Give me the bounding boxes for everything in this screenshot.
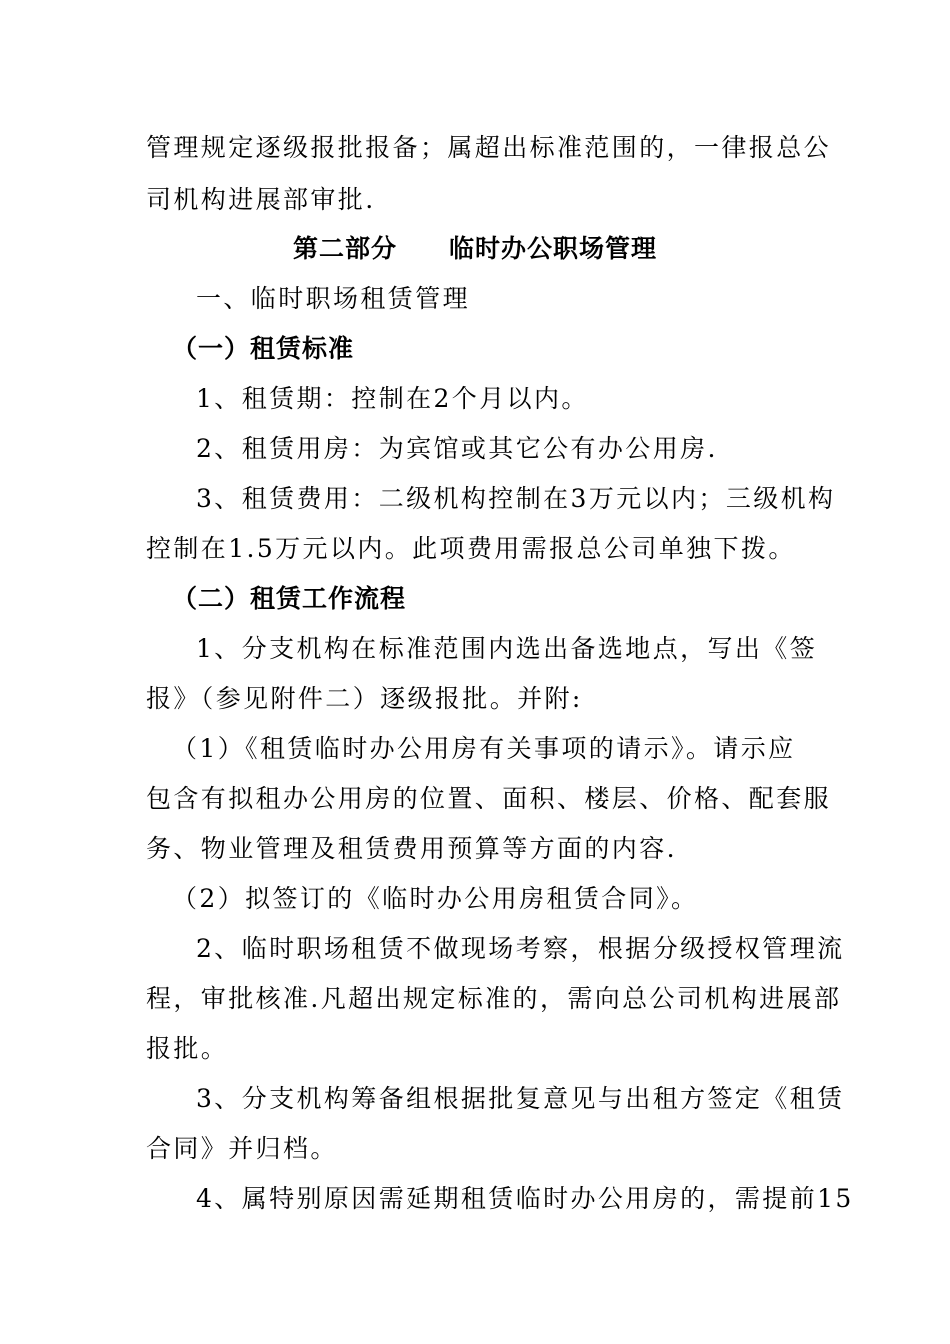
paragraph-line: （1）《租赁临时办公用房有关事项的请示》。请示应 xyxy=(172,734,796,763)
paragraph-line: 2、临时职场租赁不做现场考察，根据分级授权管理流 xyxy=(196,934,845,963)
subheading: （二）租赁工作流程 xyxy=(172,584,407,613)
paragraph-line: 程，审批核准.凡超出规定标准的，需向总公司机构进展部 xyxy=(146,984,842,1013)
section-heading xyxy=(0,234,950,264)
paragraph-line: 一、临时职场租赁管理 xyxy=(196,284,471,313)
paragraph-line: 4、属特别原因需延期租赁临时办公用房的，需提前15 xyxy=(196,1184,854,1213)
paragraph-line: 3、租赁费用：二级机构控制在3万元以内；三级机构 xyxy=(196,484,836,513)
section-heading-title: 临时办公职场管理 xyxy=(449,234,658,263)
paragraph-line: 3、分支机构筹备组根据批复意见与出租方签定《租赁 xyxy=(196,1084,845,1113)
paragraph-line: 报》（参见附件二）逐级报批。并附: xyxy=(146,684,583,713)
paragraph-line: 包含有拟租办公用房的位置、面积、楼层、价格、配套服 xyxy=(146,784,832,813)
paragraph-line: 控制在1.5万元以内。此项费用需报总公司单独下拨。 xyxy=(146,534,796,563)
paragraph-line: 管理规定逐级报批报备；属超出标准范围的，一律报总公 xyxy=(146,133,832,162)
paragraph-line: 1、分支机构在标准范围内选出备选地点，写出《签 xyxy=(196,634,818,663)
paragraph-line: 1、租赁期：控制在2个月以内。 xyxy=(196,384,589,413)
paragraph-line: 司机构进展部审批. xyxy=(146,185,376,214)
paragraph-line: 务、物业管理及租赁费用预算等方面的内容. xyxy=(146,834,677,863)
paragraph-line: 合同》并归档。 xyxy=(146,1134,338,1163)
section-heading-part: 第二部分 xyxy=(292,234,397,263)
paragraph-line: （2）拟签订的《临时办公用房租赁合同》。 xyxy=(172,884,699,913)
paragraph-line: 2、租赁用房：为宾馆或其它公有办公用房. xyxy=(196,434,718,463)
subheading: （一）租赁标准 xyxy=(172,334,355,363)
paragraph-line: 报批。 xyxy=(146,1034,229,1063)
